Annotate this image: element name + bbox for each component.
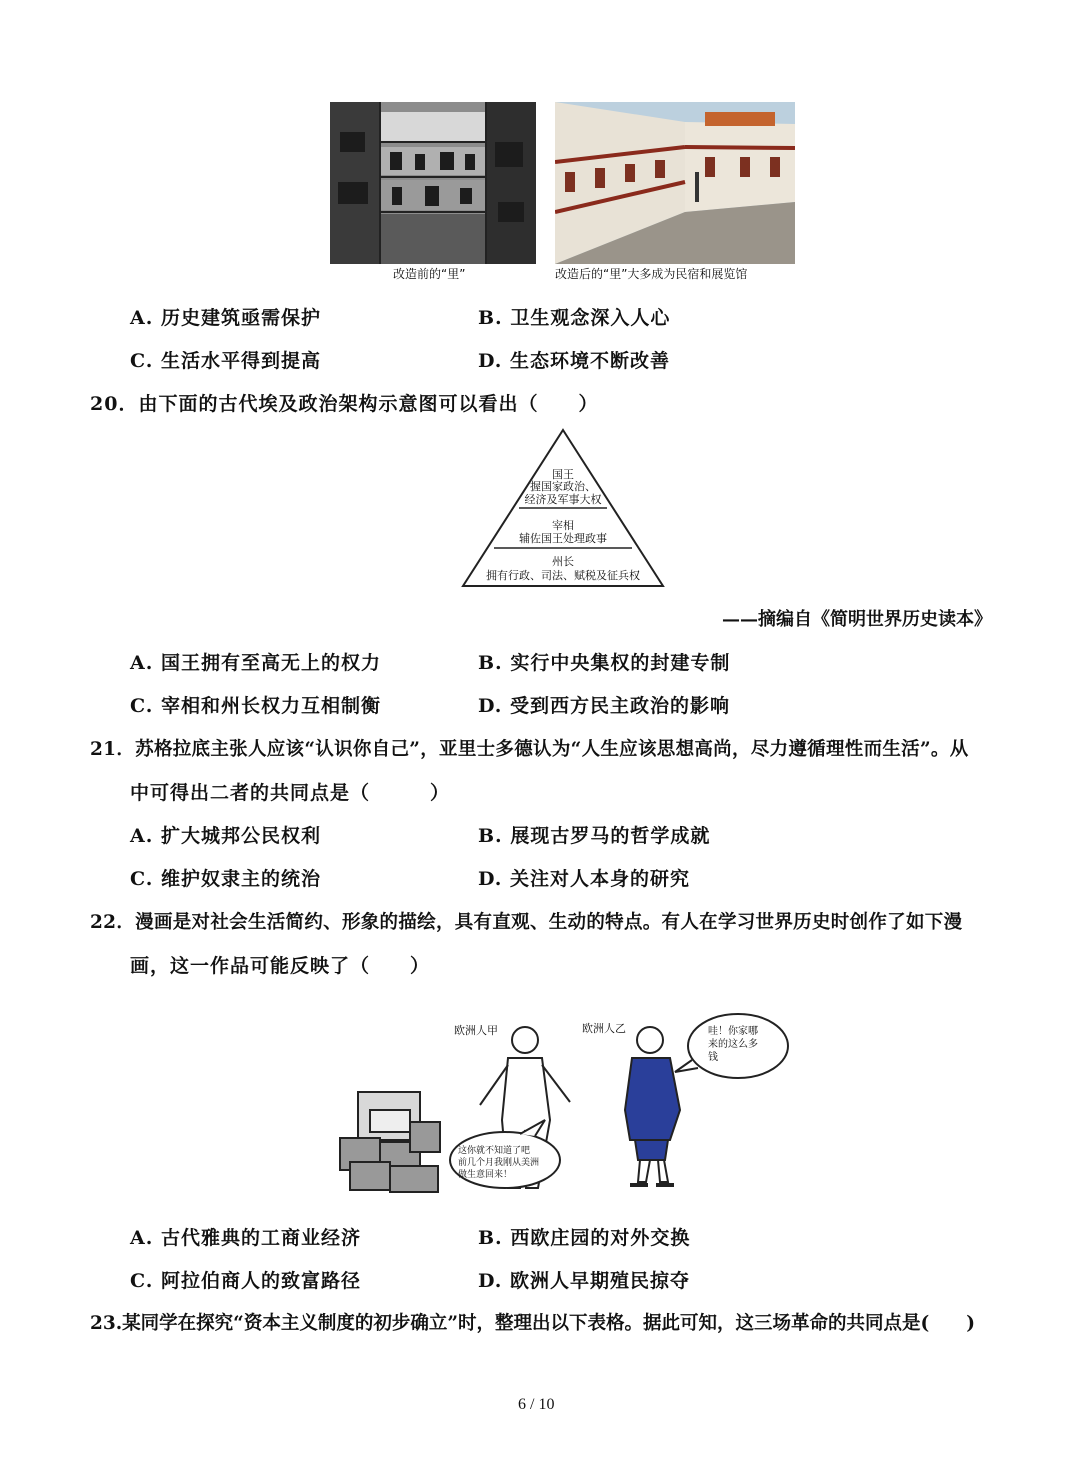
q19-option-b[interactable]: B. 卫生观念深入人心 xyxy=(478,307,671,329)
q22-option-c[interactable]: C. 阿拉伯商人的致富路径 xyxy=(130,1270,362,1292)
q20-option-b[interactable]: B. 实行中央集权的封建专制 xyxy=(478,652,731,674)
pyramid-middle-line2: 辅佐国王处理政事 xyxy=(519,532,607,545)
q21-stem-line1: 21．苏格拉底主张人应该“认识你自己”，亚里士多德认为“人生应该思想高尚，尽力遵循理性而生活”。从 xyxy=(90,739,969,760)
page-number: 6 / 10 xyxy=(518,1396,555,1413)
q22-option-b[interactable]: B. 西欧庄园的对外交换 xyxy=(478,1227,691,1249)
bubble-a-line1: 这你就不知道了吧 xyxy=(458,1146,531,1156)
bubble-b-line2: 来的这么多 xyxy=(708,1039,758,1050)
q19-option-c[interactable]: C. 生活水平得到提高 xyxy=(130,350,322,372)
pyramid-bottom-line1: 州长 xyxy=(552,555,574,568)
q23-stem: 23.某同学在探究“资本主义制度的初步确立”时，整理出以下表格。据此可知，这三场革命的共同点是( ) xyxy=(90,1313,975,1334)
pyramid-bottom-line2: 拥有行政、司法、赋税及征兵权 xyxy=(486,569,640,582)
photo-after-renovation xyxy=(555,102,795,264)
q21-option-d[interactable]: D. 关注对人本身的研究 xyxy=(478,868,691,890)
bubble-b-line1: 哇！你家哪 xyxy=(708,1026,758,1037)
photo-before-renovation xyxy=(330,102,536,264)
q20-option-a[interactable]: A. 国王拥有至高无上的权力 xyxy=(130,652,381,674)
pyramid-top-line2: 握国家政治、 xyxy=(530,480,596,493)
pyramid-diagram xyxy=(460,428,666,588)
q21-option-a[interactable]: A. 扩大城邦公民权利 xyxy=(130,825,321,847)
q22-stem-line1: 22．漫画是对社会生活简约、形象的描绘，具有直观、生动的特点。有人在学习世界历史时创作了如下漫 xyxy=(90,912,963,933)
bubble-a-line3: 做生意回来！ xyxy=(458,1170,513,1180)
q22-option-d[interactable]: D. 欧洲人早期殖民掠夺 xyxy=(478,1270,691,1292)
q21-option-b[interactable]: B. 展现古罗马的哲学成就 xyxy=(478,825,711,847)
caption-before: 改造前的“里” xyxy=(393,267,466,281)
pyramid-middle-line1: 宰相 xyxy=(552,519,574,532)
q21-stem-line2: 中可得出二者的共同点是（ ） xyxy=(130,782,451,804)
q19-option-d[interactable]: D. 生态环境不断改善 xyxy=(478,350,671,372)
q19-option-a[interactable]: A. 历史建筑亟需保护 xyxy=(130,307,321,329)
q20-option-d[interactable]: D. 受到西方民主政治的影响 xyxy=(478,695,731,717)
pyramid-top-line1: 国王 xyxy=(552,468,574,481)
caption-after: 改造后的“里”大多成为民宿和展览馆 xyxy=(555,267,748,281)
label-person-b: 欧洲人乙 xyxy=(582,1022,626,1035)
q22-option-a[interactable]: A. 古代雅典的工商业经济 xyxy=(130,1227,361,1249)
bubble-b-line3: 钱 xyxy=(708,1052,718,1063)
q20-source: ——摘编自《简明世界历史读本》 xyxy=(722,609,992,630)
cartoon-drawing xyxy=(330,1010,800,1195)
bubble-a-line2: 前几个月我刚从美洲 xyxy=(458,1158,540,1168)
q20-option-c[interactable]: C. 宰相和州长权力互相制衡 xyxy=(130,695,382,717)
pyramid-top-line3: 经济及军事大权 xyxy=(524,493,602,506)
q21-option-c[interactable]: C. 维护奴隶主的统治 xyxy=(130,868,322,890)
label-person-a: 欧洲人甲 xyxy=(454,1024,498,1037)
person-b-figure xyxy=(625,1027,680,1185)
cartoon xyxy=(330,1010,800,1195)
q20-stem: 20．由下面的古代埃及政治架构示意图可以看出（ ） xyxy=(90,393,599,415)
q22-stem-line2: 画，这一作品可能反映了（ ） xyxy=(130,955,431,977)
treasure-blocks xyxy=(340,1092,440,1192)
